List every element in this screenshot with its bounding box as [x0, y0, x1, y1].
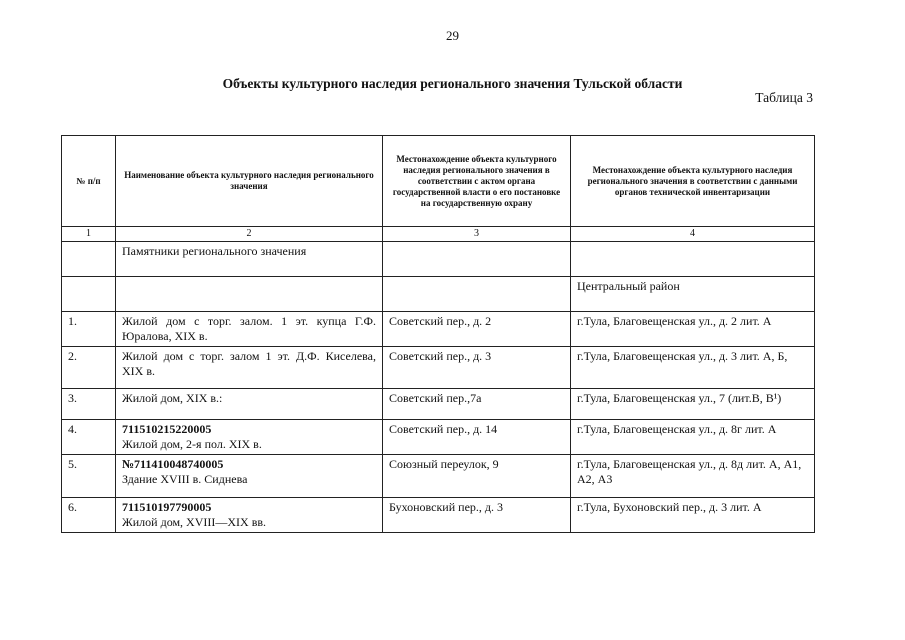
location-act: Бухоновский пер., д. 3: [383, 498, 571, 533]
location-act: Советский пер., д. 14: [383, 420, 571, 455]
object-cell: [116, 498, 383, 533]
object-name: Жилой дом с торг. залом 1 эт. Д.Ф. Киселева, XIX в.: [116, 347, 383, 389]
object-cell: [116, 455, 383, 498]
table-row: [62, 455, 815, 498]
empty-cell: [383, 277, 571, 312]
object-code: 711510197790005: [122, 500, 212, 514]
empty-cell: [571, 242, 815, 277]
header-num: № п/п: [62, 136, 116, 227]
column-number: 3: [383, 227, 571, 242]
location-act: Советский пер., д. 3: [383, 347, 571, 389]
location-inventory: г.Тула, Благовещенская ул., 7 (лит.В, В¹): [571, 389, 815, 420]
district-row: [62, 277, 815, 312]
district-label: Центральный район: [571, 277, 815, 312]
row-number: 6.: [62, 498, 116, 533]
object-name: Жилой дом, 2-я пол. XIX в.: [122, 437, 262, 451]
location-inventory: г.Тула, Благовещенская ул., д. 8д лит. А, А1, А2, А3: [571, 455, 815, 498]
row-number: 4.: [62, 420, 116, 455]
header-location-act: Местонахождение объекта культурного наследия регионального значения в соответствии с актом органа государственной власти о его постановке на государственную охрану: [383, 136, 571, 227]
empty-cell: [116, 277, 383, 312]
location-inventory: г.Тула, Бухоновский пер., д. 3 лит. А: [571, 498, 815, 533]
row-number: 3.: [62, 389, 116, 420]
empty-cell: [62, 242, 116, 277]
location-act: Советский пер.,7а: [383, 389, 571, 420]
object-name: Жилой дом, XIX в.:: [116, 389, 383, 420]
page-number: 29: [446, 28, 459, 43]
object-cell: [116, 420, 383, 455]
header-name: Наименование объекта культурного наследия регионального значения: [116, 136, 383, 227]
row-number: 1.: [62, 312, 116, 347]
header-location-inventory: Местонахождение объекта культурного наследия регионального значения в соответствии с данными органов технической инвентаризации: [571, 136, 815, 227]
section-label: Памятники регионального значения: [116, 242, 383, 277]
heritage-objects-table: [61, 135, 815, 533]
table-row: [62, 389, 815, 420]
section-row: [62, 242, 815, 277]
column-number-row: [62, 227, 815, 242]
object-name: Здание XVIII в. Сиднева: [122, 472, 248, 486]
column-number: 4: [571, 227, 815, 242]
row-number: 2.: [62, 347, 116, 389]
table-header-row: [62, 136, 815, 227]
location-inventory: г.Тула, Благовещенская ул., д. 2 лит. А: [571, 312, 815, 347]
location-act: Союзный переулок, 9: [383, 455, 571, 498]
table-caption: Таблица 3: [755, 90, 813, 105]
column-number: 2: [116, 227, 383, 242]
table-row: [62, 498, 815, 533]
table-row: [62, 420, 815, 455]
object-name: Жилой дом с торг. залом. 1 эт. купца Г.Ф. Юралова, XIX в.: [116, 312, 383, 347]
location-act: Советский пер., д. 2: [383, 312, 571, 347]
row-number: 5.: [62, 455, 116, 498]
object-name: Жилой дом, XVIII—XIX вв.: [122, 515, 267, 529]
object-code: №711410048740005: [122, 457, 224, 471]
document-title: Объекты культурного наследия регионального значения Тульской области: [222, 76, 683, 91]
empty-cell: [62, 277, 116, 312]
empty-cell: [383, 242, 571, 277]
table-row: [62, 347, 815, 389]
table-row: [62, 312, 815, 347]
location-inventory: г.Тула, Благовещенская ул., д. 8г лит. А: [571, 420, 815, 455]
location-inventory: г.Тула, Благовещенская ул., д. 3 лит. А, Б,: [571, 347, 815, 389]
column-number: 1: [62, 227, 116, 242]
object-code: 711510215220005: [122, 422, 212, 436]
